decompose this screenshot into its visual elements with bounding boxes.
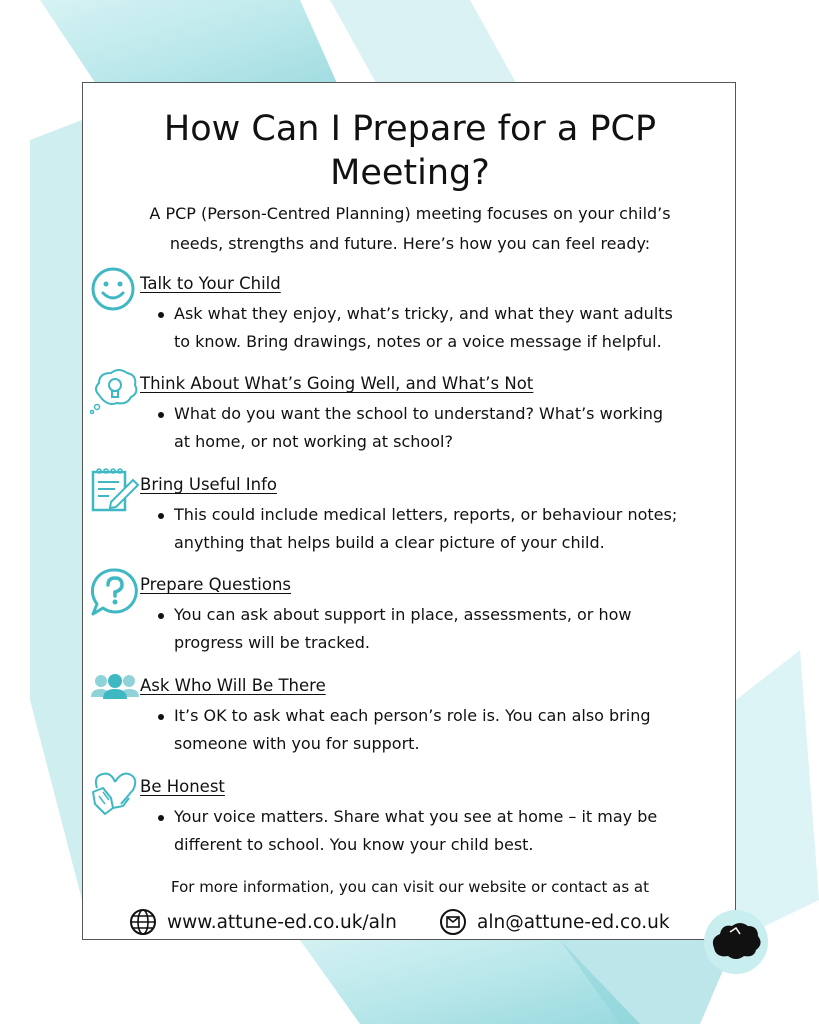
section-title: Think About What’s Going Well, and What’s Not bbox=[140, 374, 534, 393]
section-body bbox=[174, 400, 719, 456]
email-icon bbox=[439, 908, 467, 936]
question-bubble-icon bbox=[89, 566, 141, 618]
people-group-icon bbox=[89, 667, 141, 719]
intro-text bbox=[97, 199, 723, 259]
bullet-icon bbox=[158, 412, 164, 418]
title-line-1: How Can I Prepare for a PCP bbox=[163, 109, 657, 149]
body-line-2: someone with you for support. bbox=[174, 734, 420, 753]
body-line-2: to know. Bring drawings, notes or a voice message if helpful. bbox=[174, 332, 662, 351]
bullet-icon bbox=[158, 613, 164, 619]
section-title: Be Honest bbox=[140, 777, 225, 796]
section-bring-info bbox=[83, 474, 737, 574]
hands-heart-icon bbox=[89, 768, 141, 820]
section-title: Talk to Your Child bbox=[140, 274, 281, 293]
section-body bbox=[174, 501, 719, 557]
intro-line-1: A PCP (Person-Centred Planning) meeting focuses on your child’s bbox=[149, 204, 671, 223]
section-title: Prepare Questions bbox=[140, 575, 292, 594]
body-line-1: Ask what they enjoy, what’s tricky, and what they want adults bbox=[174, 304, 673, 323]
email-contact[interactable] bbox=[439, 907, 670, 937]
section-body bbox=[174, 300, 719, 356]
body-line-2: at home, or not working at school? bbox=[174, 432, 453, 451]
section-be-honest bbox=[83, 776, 737, 876]
bullet-icon bbox=[158, 815, 164, 821]
section-talk-to-child bbox=[83, 273, 737, 373]
bullet-icon bbox=[158, 714, 164, 720]
section-body bbox=[174, 803, 719, 859]
website-link[interactable]: www.attune-ed.co.uk/aln bbox=[167, 911, 397, 933]
body-line-1: It’s OK to ask what each person’s role is. You can also bring bbox=[174, 706, 651, 725]
section-think-about bbox=[83, 373, 737, 473]
info-card bbox=[82, 82, 736, 940]
attune-logo-icon bbox=[700, 908, 772, 976]
bullet-icon bbox=[158, 513, 164, 519]
section-prepare-questions bbox=[83, 574, 737, 674]
smiley-face-icon bbox=[89, 265, 141, 317]
section-body bbox=[174, 601, 719, 657]
section-body bbox=[174, 702, 719, 758]
body-line-1: This could include medical letters, reports, or behaviour notes; bbox=[174, 505, 678, 524]
section-title: Bring Useful Info bbox=[140, 475, 278, 494]
footer-info-text: For more information, you can visit our website or contact as at bbox=[170, 878, 649, 896]
notepad-pencil-icon bbox=[89, 466, 141, 518]
bullet-icon bbox=[158, 312, 164, 318]
section-title: Ask Who Will Be There bbox=[140, 676, 326, 695]
title-line-2: Meeting? bbox=[330, 153, 490, 193]
website-contact[interactable] bbox=[129, 907, 397, 937]
body-line-1: You can ask about support in place, assessments, or how bbox=[174, 605, 632, 624]
body-line-2: different to school. You know your child best. bbox=[174, 835, 534, 854]
body-line-2: progress will be tracked. bbox=[174, 633, 370, 652]
intro-line-2: needs, strengths and future. Here’s how you can feel ready: bbox=[169, 234, 651, 253]
section-ask-who bbox=[83, 675, 737, 775]
email-link[interactable]: aln@attune-ed.co.uk bbox=[477, 911, 670, 933]
body-line-1: Your voice matters. Share what you see at home – it may be bbox=[174, 807, 658, 826]
globe-icon bbox=[129, 908, 157, 936]
page-title bbox=[83, 107, 737, 195]
body-line-2: anything that helps build a clear picture of your child. bbox=[174, 533, 605, 552]
lightbulb-thought-icon bbox=[89, 365, 141, 417]
body-line-1: What do you want the school to understand? What’s working bbox=[174, 404, 664, 423]
